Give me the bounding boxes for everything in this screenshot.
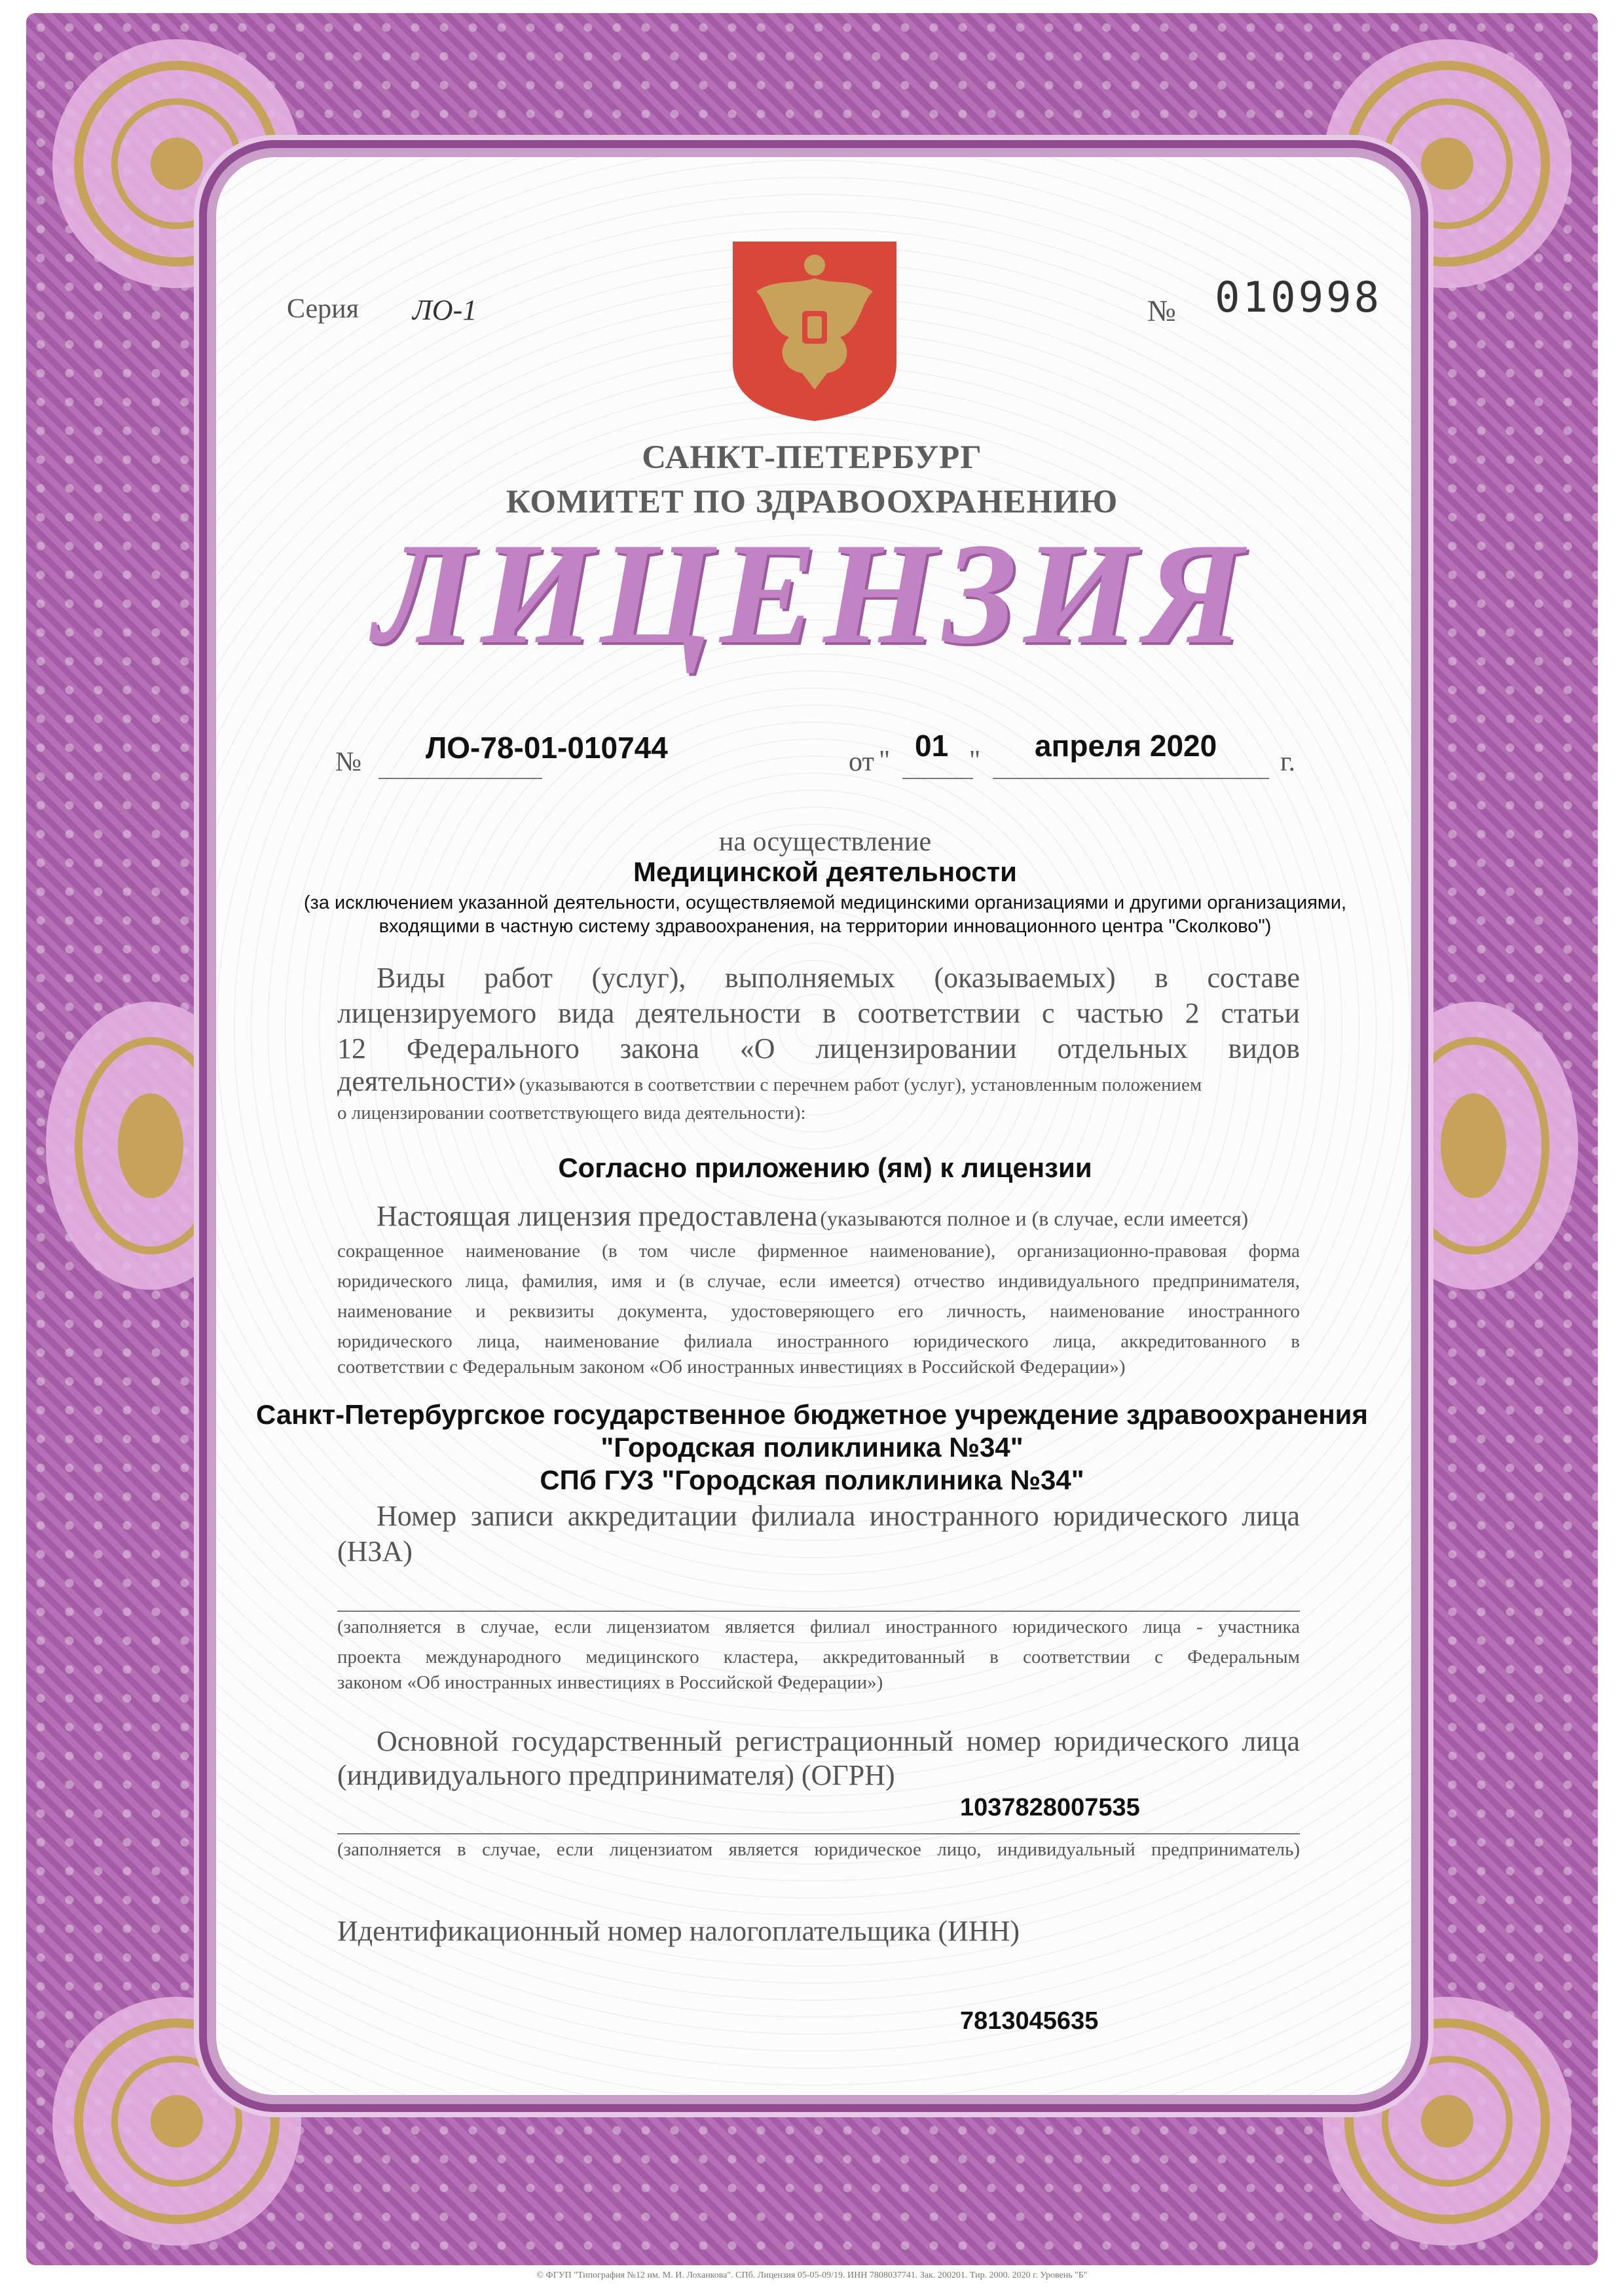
services-value: Согласно приложению (ям) к лицензии [558,1152,1092,1183]
nza-note-line-1: (заполняется в случае, если лицензиатом является филиал иностранного юридического лица - участника [337,1616,1300,1637]
date-from-label: от [849,747,874,777]
services-text-line-3: 12 Федерального закона «О лицензировании отдельных видов [337,1032,1300,1065]
series-label: Серия [287,294,359,324]
services-text-line-4 [337,1065,1202,1098]
organization-short-name: СПб ГУЗ "Городская поликлиника №34" [540,1465,1084,1495]
issuer-committee: КОМИТЕТ ПО ЗДРАВООХРАНЕНИЮ [506,484,1118,520]
license-month-year: апреля 2020 [1035,729,1217,763]
nza-note-line-3: законом «Об иностранных инвестициях в Российской Федерации») [337,1672,883,1693]
licensee-text-line-3: юридического лица, фамилия, имя и (в случае, если имеется) отчество индивидуального предпринимателя, [337,1271,1300,1292]
series-value: ЛО-1 [413,294,477,326]
organization-name-quoted: "Городская поликлиника №34" [600,1432,1024,1463]
licensee-text-line-1-main: Настоящая лицензия предоставлена [377,1200,818,1232]
ogrn-label-line-2: (индивидуального предпринимателя) (ОГРН) [337,1759,895,1791]
activity-name: Медицинской деятельности [633,856,1017,887]
printer-imprint: © ФГУП "Типография №12 им. М. И. Лоханкова". СПб. Лицензия 05-05-09/19. ИНН 7808037741. Зак. 200201. Тир. 2000. 2020 г. Уровень "Б" [536,2270,1088,2280]
nza-label-line-1: Номер записи аккредитации филиала иностранного юридического лица [377,1500,1300,1532]
activity-note-line-2: входящими в частную систему здравоохранения, на территории инновационного центра "Сколково") [378,916,1272,937]
date-quote-open: " [879,746,891,776]
services-text-line-4-main: деятельности» [337,1065,517,1097]
date-year-suffix: г. [1280,747,1295,777]
services-text-line-2: лицензируемого вида деятельности в соответствии с частью 2 статьи [337,997,1300,1029]
organization-full-name: Санкт-Петербургское государственное бюджетное учреждение здравоохранения [255,1399,1369,1430]
licensee-text-line-6: соответствии с Федеральным законом «Об иностранных инвестициях в Российской Федерации») [337,1357,1126,1377]
inn-value: 7813045635 [960,2007,1099,2035]
licensee-text-line-5: юридического лица, наименование филиала иностранного юридического лица, аккредитованного в [337,1331,1300,1352]
russian-coat-of-arms-icon [730,239,899,424]
activity-intro: на осуществление [718,827,932,857]
license-number-line [378,778,542,779]
activity-note-line-1: (за исключением указанной деятельности, осуществляемой медицинскими организациями и другими организациями, [303,892,1347,913]
licensee-text-line-2: сокращенное наименование (в том числе фирменное наименование), организационно-правовая форма [337,1241,1300,1262]
form-number: 010998 [1215,274,1382,322]
license-day: 01 [915,729,949,763]
license-month-year-line [993,778,1269,779]
licensee-text-line-4: наименование и реквизиты документа, удостоверяющего его личность, наименование иностранного [337,1301,1300,1322]
inn-label: Идентификационный номер налогоплательщика (ИНН) [337,1915,1020,1947]
date-quote-close: " [969,746,981,776]
services-text-line-1: Виды работ (услуг), выполняемых (оказываемых) в составе [377,962,1300,994]
services-text-line-4-note: (указываются в соответствии с перечнем работ (услуг), установленным положением [519,1074,1202,1095]
nza-label-line-2: (НЗА) [337,1535,413,1567]
form-number-sign: № [1147,294,1176,327]
ogrn-value: 1037828007535 [960,1794,1140,1821]
services-text-line-5: о лицензировании соответствующего вида деятельности): [337,1102,806,1123]
issuer-city: САНКТ-ПЕТЕРБУРГ [642,439,982,476]
ogrn-note: (заполняется в случае, если лицензиатом является юридическое лицо, индивидуальный предприниматель) [337,1839,1300,1860]
license-number-sign: № [335,747,362,777]
licensee-text-line-1 [377,1199,1248,1233]
ogrn-label-line-1: Основной государственный регистрационный номер юридического лица [377,1725,1300,1757]
nza-note-line-2: проекта международного медицинского кластера, аккредитованный в соответствии с Федеральным [337,1647,1300,1667]
license-number: ЛО-78-01-010744 [426,731,668,765]
document-title: ЛИЦЕНЗИЯ [374,513,1250,674]
licensee-text-line-1-note: (указываются полное и (в случае, если имеется) [820,1207,1249,1230]
license-day-line [902,778,973,779]
